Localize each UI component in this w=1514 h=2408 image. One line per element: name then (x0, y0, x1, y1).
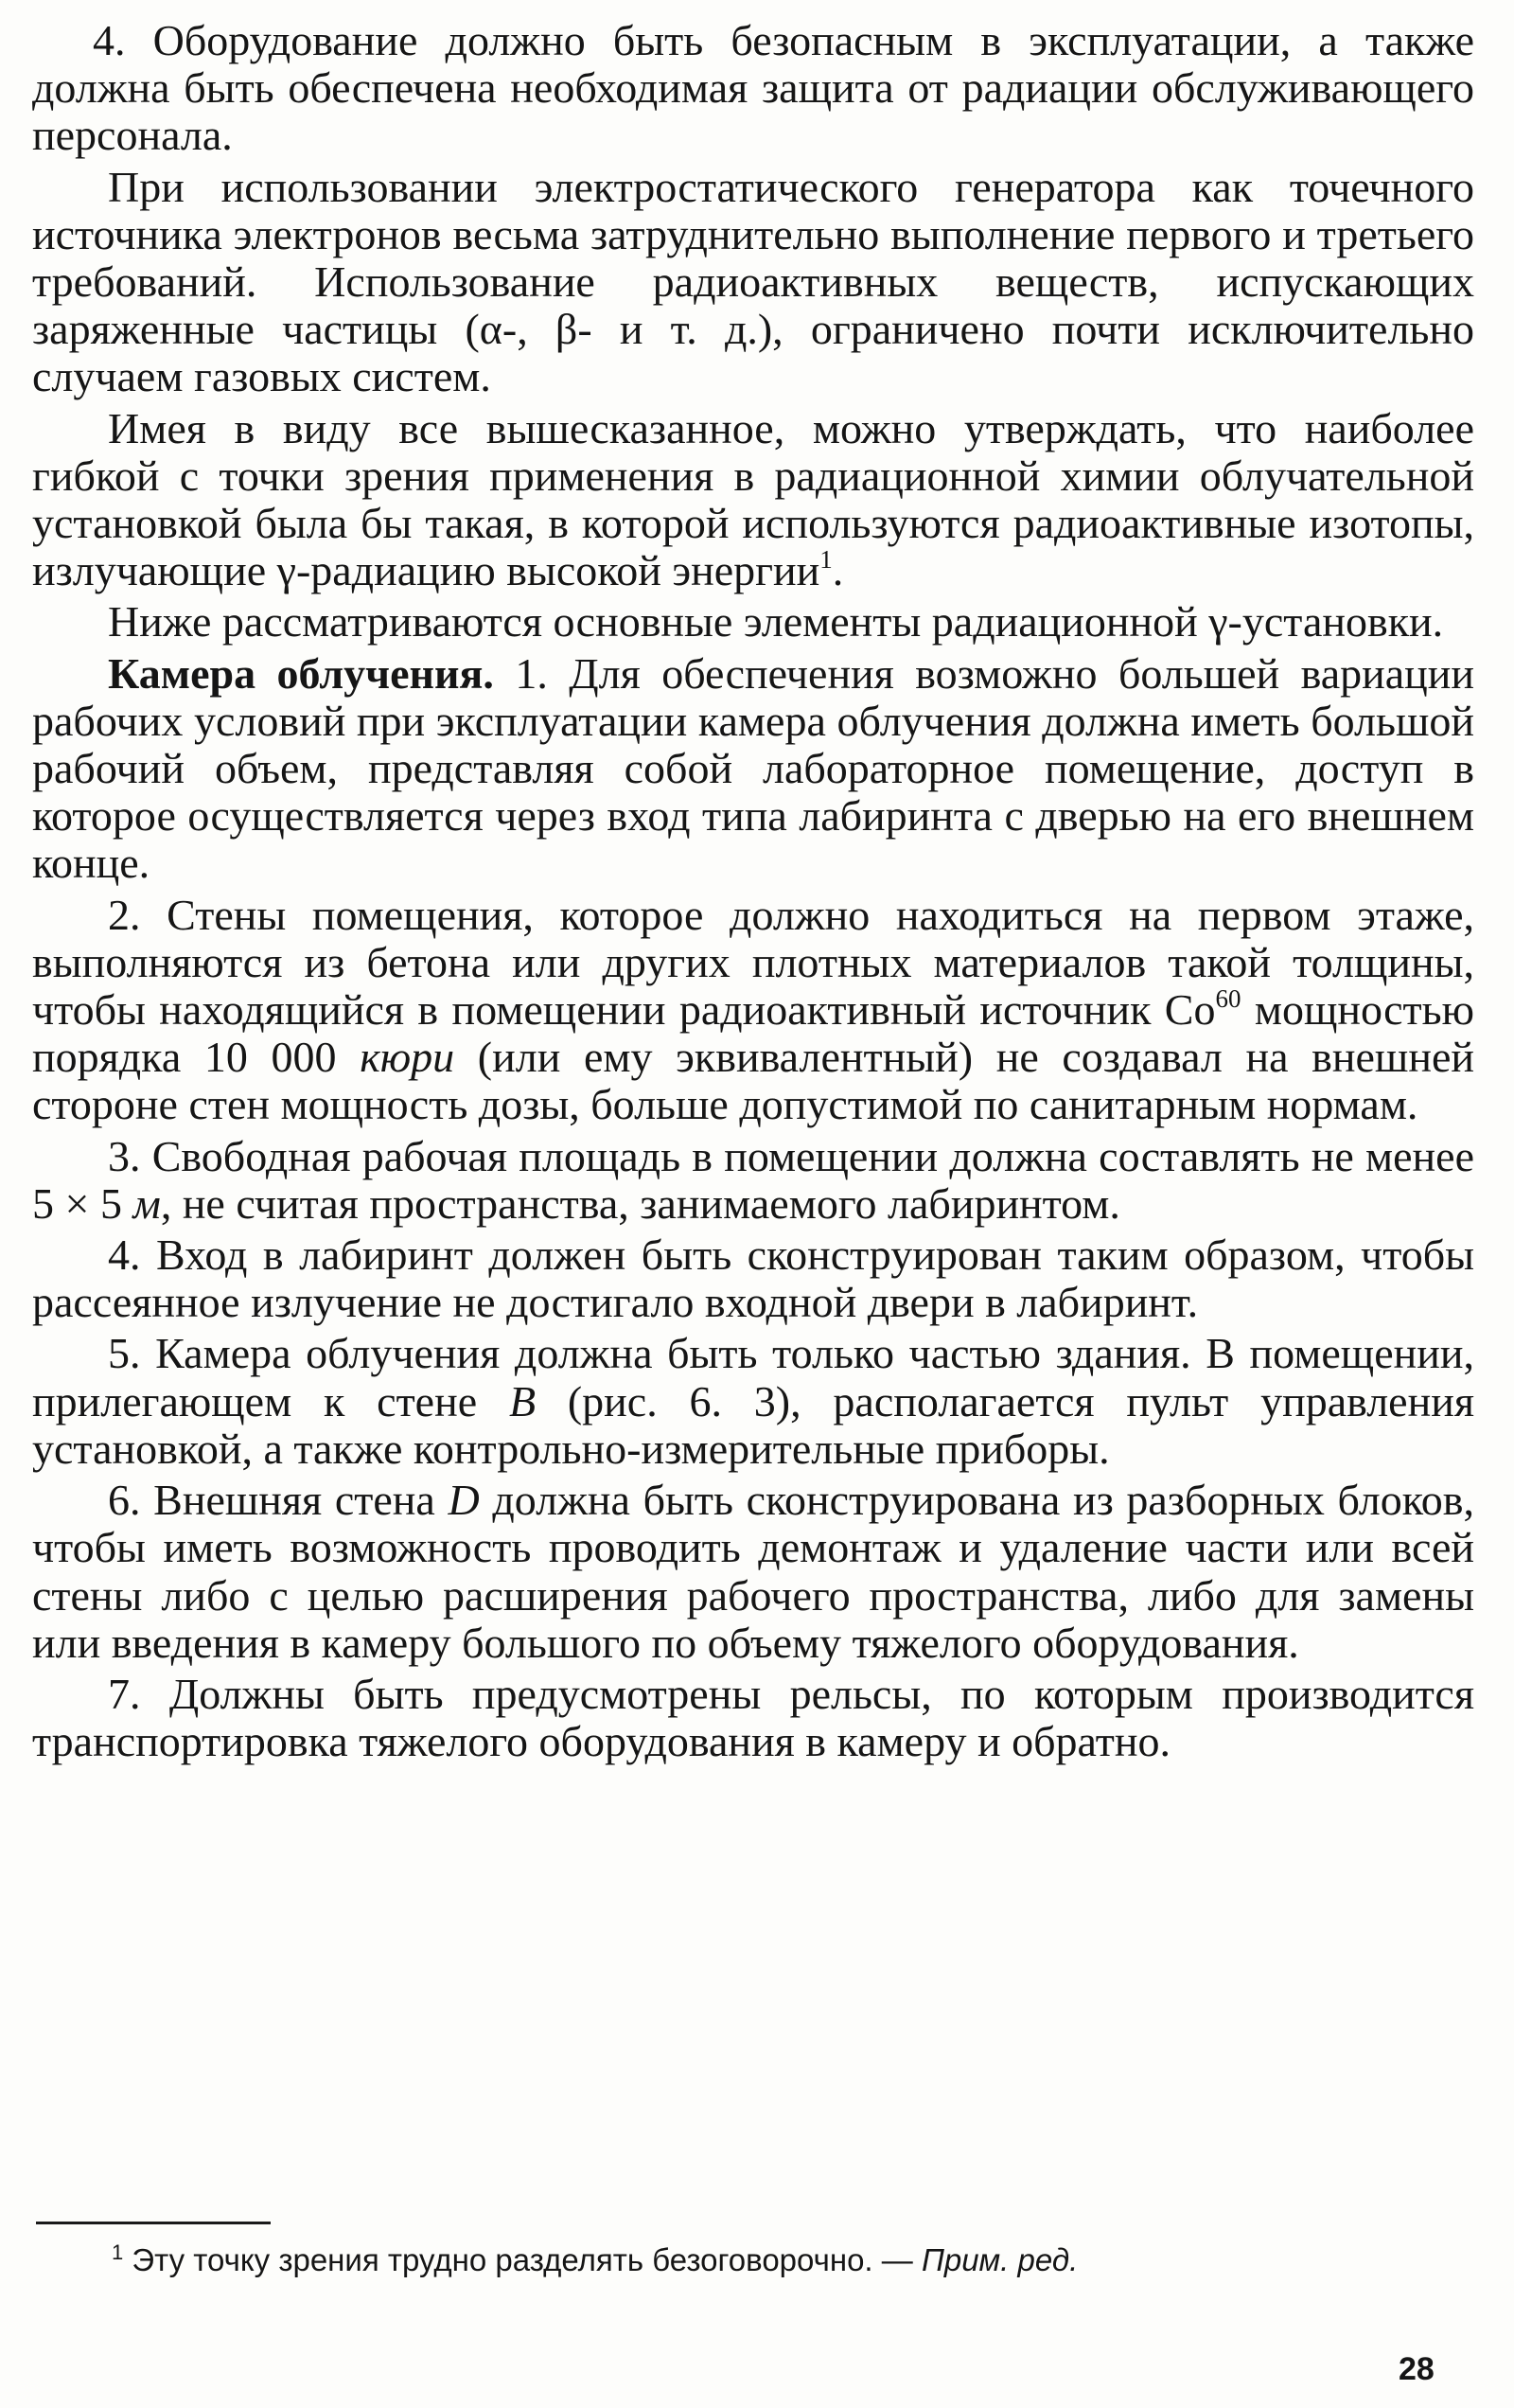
paragraph-outer-wall (32, 1477, 1474, 1667)
paragraph-text: 1. Для обеспечения возможно большей вариации рабочих условий при эксплуатации камера облучения должна иметь большой рабочий объем, представляя собой лабораторное помещение, доступ в которое осуществляется через вход типа лабиринта с дверью на его внешнем конце. (32, 648, 1475, 888)
section-heading: Камера облучения. (108, 648, 494, 698)
paragraph-irradiation-chamber (32, 650, 1474, 888)
wall-label: D (448, 1476, 480, 1525)
body-text (32, 17, 1474, 1769)
paragraph-gamma-elements: Ниже рассматриваются основные элементы радиационной γ-установки. (108, 597, 1444, 646)
paragraph-text: Имея в виду все вышесказанное, можно утверждать, что наиболее гибкой с точки зрения применения в радиационной химии облучательной установкой была бы такая, в которой используются радиоактивные изотопы, излучающие γ-радиацию высокой энергии (32, 403, 1474, 595)
isotope-mass-number: 60 (1215, 984, 1241, 1014)
paragraph-walls (32, 892, 1474, 1129)
footnote-text: Эту точку зрения трудно разделять безоговорочно. — (123, 2242, 922, 2277)
paragraph-control-room (32, 1330, 1474, 1473)
paragraph-working-area (32, 1133, 1474, 1228)
paragraph-text: должна быть сконструирована из разборных блоков, чтобы иметь возможность проводить демонтаж и удаление части или всей стены либо с целью расширения рабочего пространства, либо для замены или введения в камеру большого по объему тяжелого оборудования. (32, 1476, 1474, 1667)
paragraph-text: 5. Камера облучения должна быть только частью здания. В помещении, прилегающем к стене (32, 1329, 1474, 1425)
paragraph-radioactive-isotopes (32, 405, 1474, 595)
paragraph-electrostatic-generator: При использовании электростатического генератора как точечного источника электронов весьма затруднительно выполнение первого и третьего требований. Использование радиоактивных веществ, испускающих заряженные частицы (α-, β- и т. д.), ограничено почти исключительно случаем газовых систем. (32, 162, 1474, 401)
unit-curie: кюри (360, 1033, 455, 1082)
paragraph-text: 2. Стены помещения, которое должно находиться на первом этаже, выполняются из бетона или других плотных материалов такой толщины, чтобы находящийся в помещении радиоактивный источник Co (32, 890, 1474, 1035)
unit-meter: м (132, 1178, 161, 1228)
footnote-mark: 1 (112, 2240, 124, 2264)
paragraph-item-4-protection: 4. Оборудование должно быть безопасным в эксплуатации, а также должна быть обеспечена необходимая защита от радиации обслуживающего персонала. (32, 16, 1474, 160)
editor-note: Прим. ред. (921, 2242, 1079, 2277)
paragraph-text: 6. Внешняя стена (108, 1476, 449, 1525)
footnote-divider (36, 2222, 271, 2224)
footnote (112, 2241, 1342, 2279)
paragraph-text: 3. Свободная рабочая площадь в помещении должна составлять не менее 5 × 5 (32, 1131, 1474, 1228)
paragraph-text: (рис. 6. 3), располагается пульт управления установкой, а также контрольно-измерительные приборы. (32, 1376, 1474, 1473)
footnote-reference: 1 (819, 545, 833, 575)
page-number: 28 (1399, 2351, 1435, 2387)
paragraph-text: , не считая пространства, занимаемого лабиринтом. (160, 1178, 1120, 1228)
paragraph-rails: 7. Должны быть предусмотрены рельсы, по которым производится транспортировка тяжелого оборудования в камеру и обратно. (32, 1669, 1474, 1766)
paragraph-text-end: . (832, 546, 844, 595)
paragraph-labyrinth-entrance: 4. Вход в лабиринт должен быть сконструирован таким образом, чтобы рассеянное излучение не достигало входной двери в лабиринт. (32, 1231, 1474, 1327)
wall-label: В (508, 1376, 537, 1425)
paragraph-text: (или ему эквивалентный) не создавал на внешней стороне стен мощность дозы, больше допустимой по санитарным нормам. (32, 1033, 1475, 1129)
paragraph-text: мощностью порядка 10 000 (32, 985, 1474, 1082)
